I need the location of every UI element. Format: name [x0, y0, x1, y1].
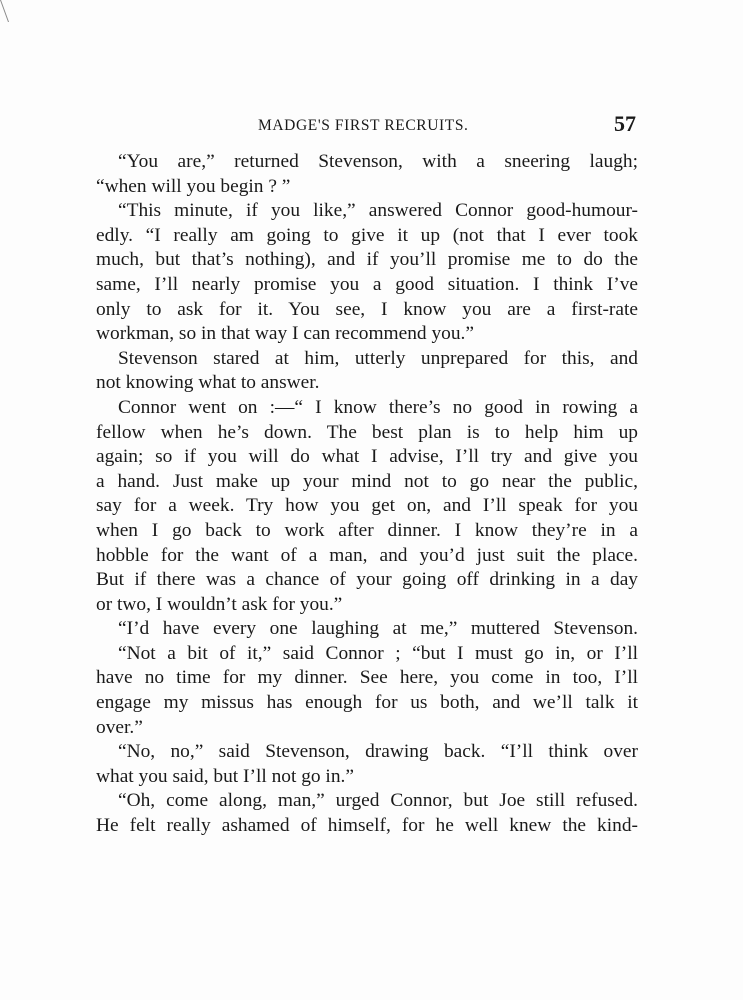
- text-line: “when will you begin ? ”: [96, 175, 291, 197]
- running-head: [96, 111, 636, 141]
- text-line: “Oh, come along, man,” urged Connor, but Joe still refused.: [118, 790, 638, 812]
- text-line: engage my missus has enough for us both, and we’ll talk it: [96, 692, 638, 714]
- text-line: again; so if you will do what I advise, I’ll try and give you: [96, 446, 638, 468]
- text-line: over.”: [96, 716, 143, 738]
- text-line: “This minute, if you like,” answered Connor good-humour-: [118, 200, 638, 222]
- text-line: a hand. Just make up your mind not to go near the public,: [96, 470, 638, 492]
- text-line: hobble for the want of a man, and you’d just suit the place.: [96, 544, 638, 566]
- text-line: “You are,” returned Stevenson, with a sneering laugh;: [118, 151, 638, 172]
- text-line: much, but that’s nothing), and if you’ll promise me to do the: [96, 249, 638, 271]
- text-line: same, I’ll nearly promise you a good situation. I think I’ve: [96, 273, 638, 295]
- text-line: what you said, but I’ll not go in.”: [96, 765, 354, 787]
- text-line: workman, so in that way I can recommend you.”: [96, 323, 475, 345]
- running-title: MADGE'S FIRST RECRUITS.: [258, 117, 469, 134]
- scan-edge-mark: [0, 0, 19, 22]
- text-line: But if there was a chance of your going off drinking in a day: [96, 569, 638, 591]
- text-line: fellow when he’s down. The best plan is to help him up: [96, 421, 638, 443]
- text-line: He felt really ashamed of himself, for he well knew the kind-: [96, 815, 638, 837]
- text-line: “Not a bit of it,” said Connor ; “but I must go in, or I’ll: [118, 642, 638, 664]
- text-line: “No, no,” said Stevenson, drawing back. “I’ll think over: [118, 741, 638, 763]
- text-line: edly. “I really am going to give it up (not that I ever took: [96, 224, 638, 246]
- body-text: [96, 150, 638, 839]
- text-line: say for a week. Try how you get on, and I’ll speak for you: [96, 495, 638, 517]
- text-line: Connor went on :—“ I know there’s no good in rowing a: [118, 396, 638, 418]
- text-line: Stevenson stared at him, utterly unprepared for this, and: [118, 347, 638, 369]
- page-number: 57: [614, 111, 636, 136]
- text-line: “I’d have every one laughing at me,” muttered Stevenson.: [118, 618, 638, 640]
- text-line: not knowing what to answer.: [96, 372, 320, 394]
- text-line: have no time for my dinner. See here, you come in too, I’ll: [96, 667, 638, 689]
- text-line: only to ask for it. You see, I know you are a first-rate: [96, 298, 638, 320]
- text-line: when I go back to work after dinner. I know they’re in a: [96, 519, 638, 541]
- text-line: or two, I wouldn’t ask for you.”: [96, 593, 343, 615]
